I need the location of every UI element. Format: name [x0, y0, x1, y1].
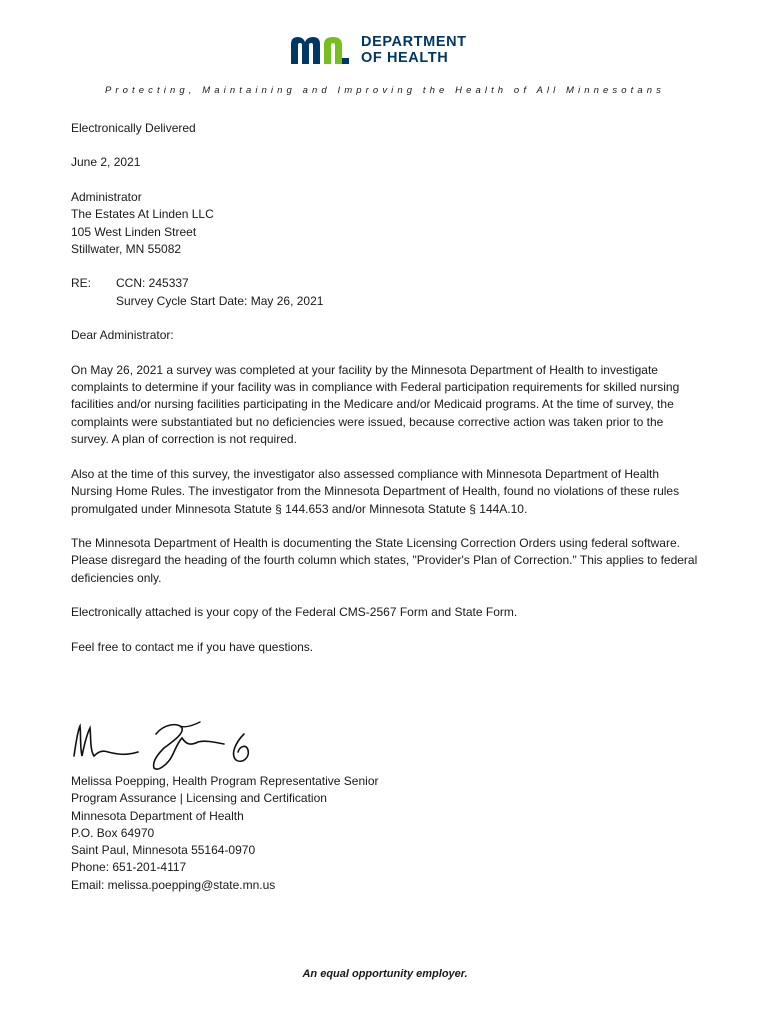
paragraph: The Minnesota Department of Health is documenting the State Licensing Correction Orders using federal software. Please disregard the heading of the fourth column which states, "Provider's Plan of Correction." This applies to federal deficiencies only.: [71, 535, 698, 585]
paragraph: On May 26, 2021 a survey was completed at your facility by the Minnesota Department of Health to investigate complaints to determine if your facility was in compliance with Federal participation requirements for skilled nursing facilities and/or nursing facilities participating in the Medicare and/or Medicaid programs. At the time of survey, the complaints were substantiated but no deficiencies were issued, because corrective action was taken prior to the survey. A plan of correction is not required.: [71, 362, 680, 447]
delivery-method: Electronically Delivered: [71, 121, 196, 135]
recipient-line: The Estates At Linden LLC: [71, 207, 214, 222]
letterhead-tagline: Protecting, Maintaining and Improving the Health of All Minnesotans: [104, 85, 666, 96]
salutation: Dear Administrator:: [71, 328, 174, 343]
logo-line-1: DEPARTMENT: [361, 34, 467, 50]
recipient-line: Administrator: [71, 189, 142, 204]
sender-po-box: P.O. Box 64970: [71, 825, 155, 840]
recipient-line: Stillwater, MN 55082: [71, 242, 182, 257]
mn-logo-mark-icon: [289, 34, 351, 66]
paragraph: Electronically attached is your copy of the Federal CMS-2567 Form and State Form.: [71, 605, 518, 620]
reference-block: [71, 275, 701, 310]
letter-date: June 2, 2021: [71, 155, 141, 170]
reference-lines: [116, 275, 323, 310]
sender-organization: Minnesota Department of Health: [71, 808, 244, 823]
sender-city: Saint Paul, Minnesota 55164-0970: [71, 843, 256, 858]
ccn-line: CCN: 245337: [116, 276, 189, 291]
logo-org-name: [361, 34, 467, 66]
handwritten-signature: [68, 712, 268, 774]
recipient-line: 105 West Linden Street: [71, 224, 197, 239]
letter-body: [71, 120, 701, 673]
sender-division: Program Assurance | Licensing and Certification: [71, 791, 327, 806]
logo-line-2: OF HEALTH: [361, 50, 449, 66]
sender-signature-block: [71, 773, 379, 894]
paragraph: Also at the time of this survey, the investigator also assessed compliance with Minnesota Department of Health Nursing Home Rules. The investigator from the Minnesota Department of Health, found no violations of these rules promulgated under Minnesota Statute § 144.653 and/or Minnesota Statute § 144A.10.: [71, 466, 680, 516]
sender-email: Email: melissa.poepping@state.mn.us: [71, 877, 276, 892]
paragraph: Feel free to contact me if you have questions.: [71, 639, 314, 654]
survey-date-line: Survey Cycle Start Date: May 26, 2021: [116, 293, 324, 308]
mdh-logo: [289, 32, 489, 68]
recipient-address: [71, 189, 701, 259]
footer-eeo-statement: An equal opportunity employer.: [302, 968, 468, 980]
sender-phone: Phone: 651-201-4117: [71, 860, 187, 875]
re-label: RE:: [71, 276, 92, 291]
sender-name-title: Melissa Poepping, Health Program Representative Senior: [71, 774, 379, 788]
